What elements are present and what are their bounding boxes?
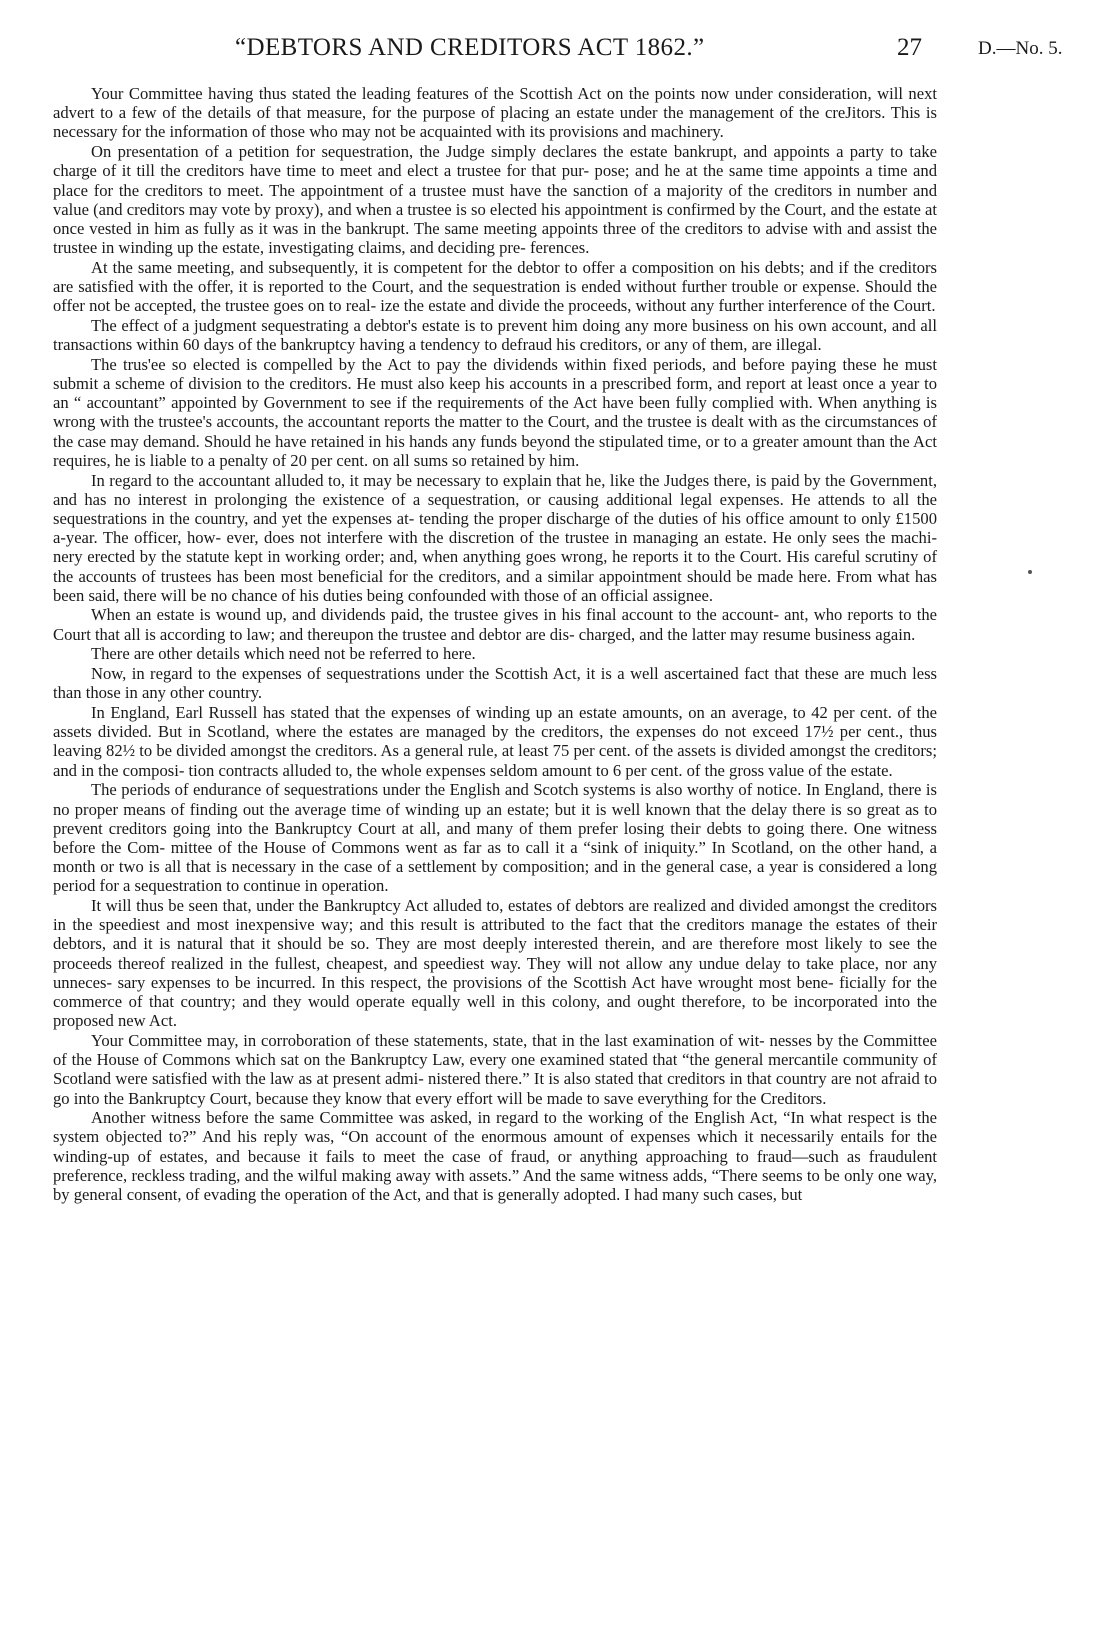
paragraph: The trus'ee so elected is compelled by the Act to pay the dividends within fixed periods, and before paying these he must submit a scheme of division to the creditors. He must also keep his accounts in a prescribed form, and report at least once a year to an “ accountant” appointed by Government to see if the requirements of the Act have been fully complied with. When anything is wrong with the trustee's accounts, the accountant reports the matter to the Court, and the trustee is dealt with as the circumstances of the case may demand. Should he have retained in his hands any funds beyond the stipulated time, or to a greater amount than the Act requires, he is liable to a penalty of 20 per cent. on all sums so retained by him. <box>53 354 937 470</box>
paragraph: Your Committee having thus stated the leading features of the Scottish Act on the points now under consideration, will next advert to a few of the details of that measure, for the purpose of placing an estate under the management of the creJitors. This is necessary for the information of those who may not be acquainted with its provisions and machinery. <box>53 84 937 142</box>
paragraph: In regard to the accountant alluded to, it may be necessary to explain that he, like the Judges there, is paid by the Government, and has no interest in prolonging the existence of a sequestration, or causing additional legal expenses. He attends to all the sequestrations in the country, and yet the expenses at- tending the proper discharge of the duties of his office amount to only £1500 a-year. The officer, how- ever, does not interfere with the discretion of the trustee in managing an estate. He only sees the machi- nery erected by the statute kept in working order; and, when anything goes wrong, he reports it to the Court. His careful scrutiny of the accounts of trustees has been most beneficial for the creditors, and a similar appointment should be made here. From what has been said, there will be no chance of his duties being confounded with those of an official assignee. <box>53 470 937 605</box>
running-title: “DEBTORS AND CREDITORS ACT 1862.” <box>235 34 705 61</box>
paragraph: When an estate is wound up, and dividends paid, the trustee gives in his final account to the account- ant, who reports to the Court that all is according to law; and thereupon the trustee and debtor are dis- charged, and the latter may resume business again. <box>53 605 937 644</box>
print-speck <box>1028 570 1032 574</box>
paragraph: In England, Earl Russell has stated that the expenses of winding up an estate amounts, on an average, to 42 per cent. of the assets divided. But in Scotland, where the estates are managed by the creditors, the expenses do not exceed 17½ per cent., thus leaving 82½ to be divided amongst the creditors. As a general rule, at least 75 per cent. of the assets is divided amongst the creditors; and in the composi- tion contracts alluded to, the whole expenses seldom amount to 6 per cent. of the gross value of the estate. <box>53 703 937 780</box>
paragraph: At the same meeting, and subsequently, it is competent for the debtor to offer a composition on his debts; and if the creditors are satisfied with the offer, it is reported to the Court, and the sequestration is ended without further trouble or expense. Should the offer not be accepted, the trustee goes on to real- ize the estate and divide the proceeds, without any further interference of the Court. <box>53 257 937 316</box>
paragraph: On presentation of a petition for sequestration, the Judge simply declares the estate bankrupt, and appoints a party to take charge of it till the creditors have time to meet and elect a trustee for that pur- pose; and he at the same time appoints a time and place for the creditors to meet. The appointment of a trustee must have the sanction of a majority of the creditors in number and value (and creditors may vote by proxy), and when a trustee is so elected his appointment is confirmed by the Court, and the estate at once vested in him as fully as it was in the bankrupt. The same meeting appoints three of the creditors to advise with and assist the trustee in winding up the estate, investigating claims, and deciding pre- ferences. <box>53 142 937 258</box>
document-series: D.—No. 5. <box>978 38 1063 59</box>
paragraph: It will thus be seen that, under the Bankruptcy Act alluded to, estates of debtors are realized and divided amongst the creditors in the speediest and most inexpensive way; and this result is attributed to the fact that the creditors manage the estates of their debtors, and it is natural that it should be so. They are most deeply interested therein, and are therefore most likely to see the proceeds thereof realized in the fullest, cheapest, and speediest way. They will not allow any undue delay to take place, nor any unneces- sary expenses to be incurred. In this respect, the provisions of the Scottish Act have wrought most bene- ficially for the commerce of that country; and they would operate equally well in this colony, and ought therefore, to be incorporated into the proposed new Act. <box>53 896 937 1031</box>
paragraph: Your Committee may, in corroboration of these statements, state, that in the last examination of wit- nesses by the Committee of the House of Commons which sat on the Bankruptcy Law, every one examined stated that “the general mercantile community of Scotland were satisfied with the law as at present admi- nistered there.” It is also stated that creditors in that country are not afraid to go into the Bankruptcy Court, because they know that every effort will be made to save everything for the Creditors. <box>53 1030 937 1108</box>
body-text <box>53 84 937 1205</box>
page-number: 27 <box>897 34 922 61</box>
page-header <box>0 34 1114 68</box>
paragraph: The periods of endurance of sequestrations under the English and Scotch systems is also worthy of notice. In England, there is no proper means of finding out the average time of winding up an estate; but it is well known that the delay there is so great as to prevent creditors going into the Bankruptcy Court at all, and many of them prefer losing their debts to going there. One witness before the Com- mittee of the House of Commons went as far as to call it a “sink of iniquity.” In Scotland, on the other hand, a month or two is all that is necessary in the case of a settlement by composition; and in the general case, a year is considered a long period for a sequestration to continue in operation. <box>53 780 937 896</box>
paragraph: The effect of a judgment sequestrating a debtor's estate is to prevent him doing any more business on his own account, and all transactions within 60 days of the bankruptcy having a tendency to defraud his creditors, or any of them, are illegal. <box>53 315 937 355</box>
paragraph: Now, in regard to the expenses of sequestrations under the Scottish Act, it is a well ascertained fact that these are much less than those in any other country. <box>53 664 937 703</box>
paragraph: There are other details which need not be referred to here. <box>91 644 476 664</box>
paragraph: Another witness before the same Committee was asked, in regard to the working of the English Act, “In what respect is the system objected to?” And his reply was, “On account of the enormous amount of expenses which it necessarily entails for the winding-up of estates, and because it fails to meet the case of fraud, or anything approaching to fraud—such as fraudulent preference, reckless trading, and the wilful making away with assets.” And the same witness adds, “There seems to be only one way, by general consent, of evading the operation of the Act, and that is generally adopted. I had many such cases, but <box>53 1108 937 1205</box>
